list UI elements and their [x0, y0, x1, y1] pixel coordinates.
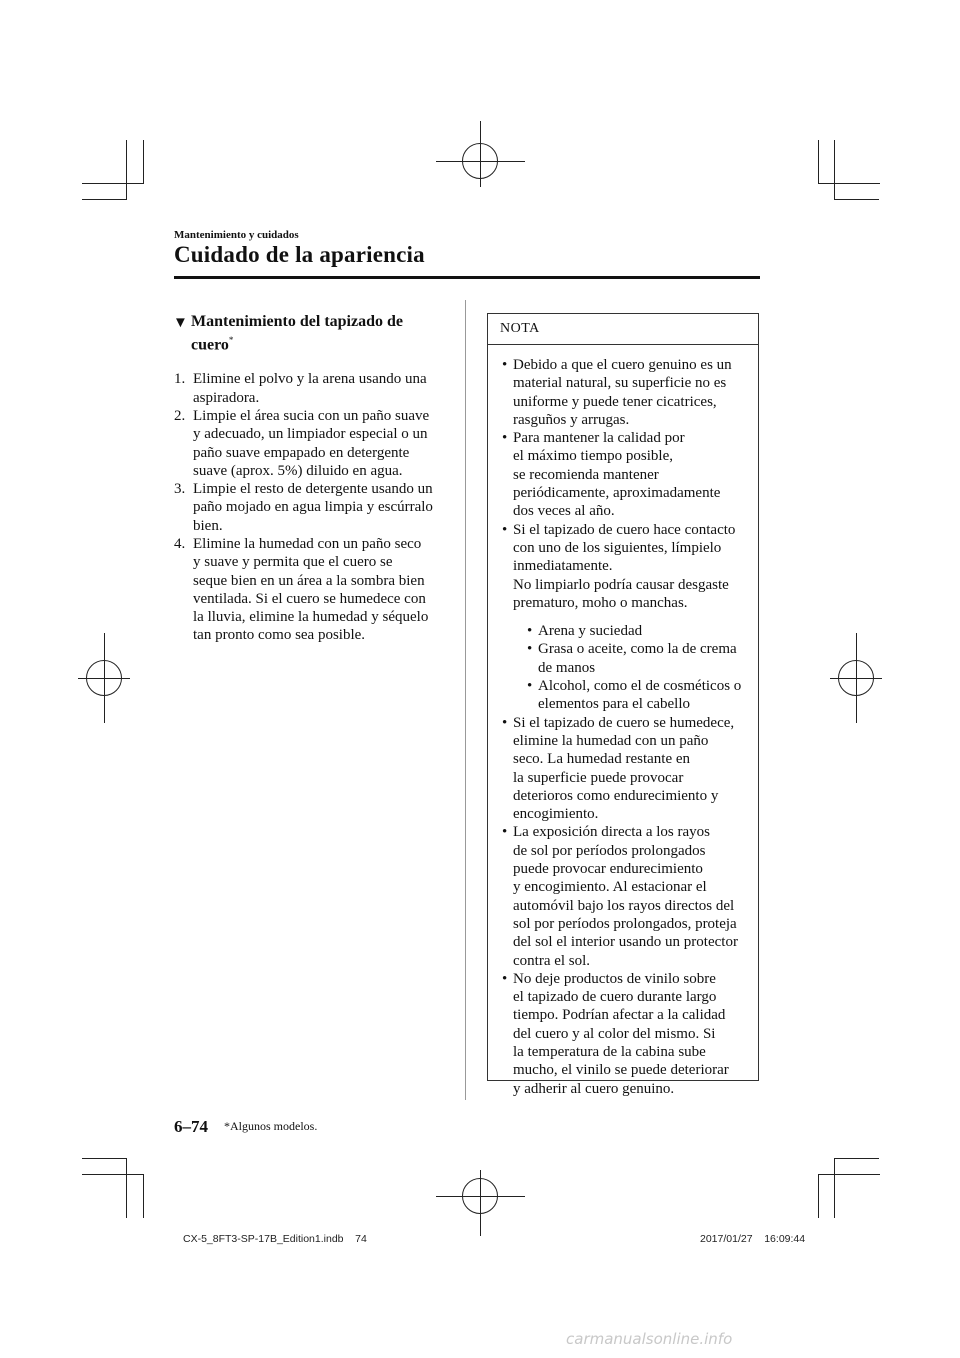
list-item: • Si el tapizado de cuero se humedece, elimine la humedad con un paño seco. La humedad restante en la superficie puede provocar deterioros como endurecimiento y encogimiento.	[502, 714, 735, 823]
crop-mark	[818, 183, 880, 184]
sub-list	[513, 622, 752, 713]
crop-mark	[818, 1174, 880, 1175]
crop-mark	[82, 1174, 144, 1175]
list-item: 2. Limpie el área sucia con un paño suave y adecuado, un limpiador especial o un paño suave empapado en detergente suave (aprox. 5%) diluido en agua.	[174, 407, 430, 479]
step-number: 4.	[174, 536, 186, 552]
list-item: • Arena y suciedad	[527, 623, 643, 640]
subsection-heading	[174, 312, 450, 354]
triangle-down-icon: ▼	[173, 315, 188, 331]
heading-line: Mantenimiento del tapizado de	[191, 313, 403, 330]
list-item: 4. Elimine la humedad con un paño seco y suave y permita que el cuero se seque bien en un área a la sombra bien ventilada. Si el cuero se humedece con la lluvia, elimine la humedad y séquelo tan pronto como sea posible.	[174, 536, 429, 644]
bullet-icon: •	[502, 430, 508, 447]
crop-mark	[126, 140, 127, 200]
bullet-icon: •	[527, 623, 533, 640]
steps-list	[174, 370, 450, 644]
list-item: 3. Limpie el resto de detergente usando un paño mojado en agua limpia y escúrralo bien.	[174, 481, 433, 534]
bullet-icon: •	[502, 714, 508, 731]
crop-mark	[834, 199, 879, 200]
list-item: • Grasa o aceite, como la de crema de manos	[527, 641, 737, 676]
list-item: • Si el tapizado de cuero hace contacto con uno de los siguientes, límpielo inmediatamente. No limpiarlo podría causar desgaste prematuro, moho o manchas. • Arena y suciedad • Grasa o aceite, como la de crema de manos • Alcohol, como el de cosméticos o elementos para el cabello	[500, 521, 752, 714]
list-item: • Debido a que el cuero genuino es un material natural, su superficie no es uniforme y puede tener cicatrices, rasguños y arrugas.	[502, 357, 732, 428]
bullet-icon: •	[502, 357, 508, 373]
left-column	[174, 312, 450, 645]
crop-mark	[143, 1174, 144, 1218]
list-item: • Alcohol, como el de cosméticos o elementos para el cabello	[527, 678, 742, 713]
bullet-icon: •	[502, 521, 508, 538]
note-list	[500, 356, 752, 1098]
bullet-icon: •	[527, 641, 533, 658]
footnote: *Algunos modelos.	[224, 1119, 318, 1133]
bullet-icon: •	[502, 970, 508, 987]
date-info: 2017/01/27 16:09:44	[700, 1233, 806, 1245]
title-rule	[174, 276, 760, 279]
step-number: 2.	[174, 407, 186, 424]
bullet-icon: •	[502, 824, 508, 841]
note-label: NOTA	[488, 314, 758, 345]
registration-line	[480, 1170, 481, 1236]
note-box	[487, 313, 759, 1097]
registration-line	[104, 633, 105, 723]
column-divider	[465, 300, 466, 1100]
watermark: carmanualsonline.info	[566, 1330, 733, 1348]
list-item: • Para mantener la calidad por el máximo tiempo posible, se recomienda mantener periódicamente, aproximadamente dos veces al año.	[502, 430, 721, 520]
crop-mark	[143, 140, 144, 184]
list-item: • La exposición directa a los rayos de sol por períodos prolongados puede provocar endurecimiento y encogimiento. Al estacionar el automóvil bajo los rayos directos del sol por períodos prolongados, proteja del sol el interior usando un protector contra el sol.	[502, 824, 738, 969]
crop-mark	[834, 140, 835, 200]
registration-line	[480, 121, 481, 187]
step-number: 3.	[174, 481, 186, 498]
list-item: • No deje productos de vinilo sobre el tapizado de cuero durante largo tiempo. Podrían afectar a la calidad del cuero y al color del mismo. Si la temperatura de la cabina sube mucho, el vinilo se puede deteriorar y adherir al cuero genuino.	[502, 970, 729, 1097]
list-item: 1. Elimine el polvo y la arena usando una aspiradora.	[174, 371, 427, 406]
crop-mark	[126, 1158, 127, 1218]
bullet-icon: •	[527, 678, 533, 695]
heading-line: cuero	[191, 336, 229, 354]
step-number: 1.	[174, 371, 186, 388]
page-number: 6–74	[174, 1117, 208, 1136]
registration-line	[856, 633, 857, 723]
crop-mark	[834, 1158, 879, 1159]
crop-mark	[818, 1174, 819, 1218]
crop-mark	[834, 1158, 835, 1218]
file-info: CX-5_8FT3-SP-17B_Edition1.indb 74	[183, 1233, 367, 1245]
crop-mark	[82, 1158, 127, 1159]
crop-mark	[82, 183, 144, 184]
page-title: Cuidado de la apariencia	[174, 242, 425, 267]
note-body	[488, 345, 758, 1098]
crop-mark	[82, 199, 127, 200]
asterisk-mark: *	[228, 335, 234, 345]
crop-mark	[818, 140, 819, 184]
section-label: Mantenimiento y cuidados	[174, 229, 299, 241]
